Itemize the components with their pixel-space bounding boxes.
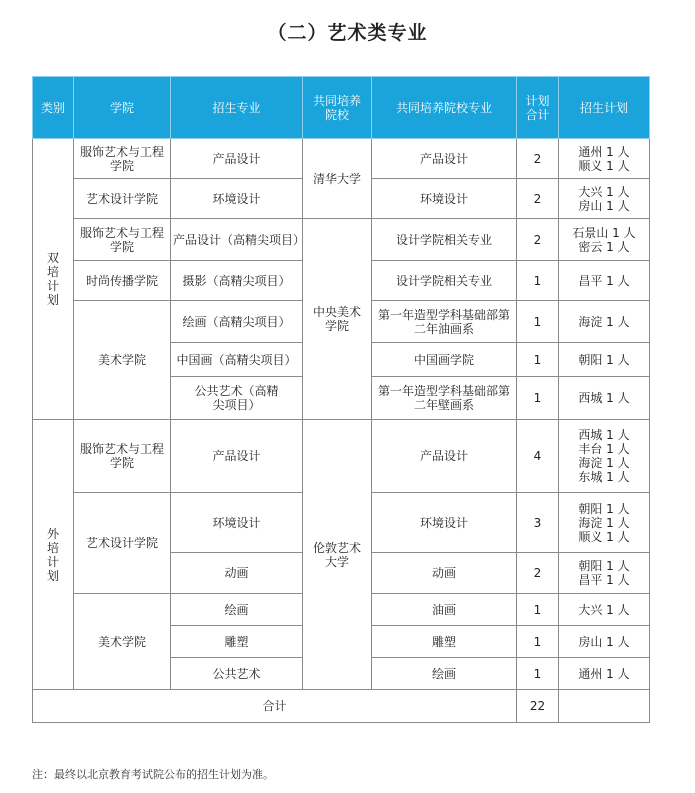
plan-cell — [559, 219, 650, 261]
total-cell: 1 — [517, 343, 559, 377]
partner-major-cell: 油画 — [372, 594, 517, 626]
category-shuangpei — [33, 139, 74, 420]
plan-line: 西城 1 人 — [578, 428, 630, 442]
major-cell: 摄影（高精尖项目） — [171, 261, 303, 301]
plan-line: 朝阳 1 人 — [578, 352, 630, 367]
plan-cell — [559, 594, 650, 626]
partner-tsinghua: 清华大学 — [303, 139, 372, 219]
major-cell: 环境设计 — [171, 493, 303, 553]
major-cell: 绘画 — [171, 594, 303, 626]
table-footer-row — [33, 690, 650, 723]
plan-cell — [559, 301, 650, 343]
total-cell: 1 — [517, 658, 559, 690]
table-header-row — [33, 77, 650, 139]
plan-cell — [559, 493, 650, 553]
partner-london-text: 伦敦艺术大学 — [312, 540, 361, 569]
total-cell: 1 — [517, 626, 559, 658]
total-cell: 4 — [517, 420, 559, 493]
plan-line: 海淀 1 人 — [578, 314, 630, 329]
plan-cell — [559, 179, 650, 219]
major-cell: 产品设计 — [171, 420, 303, 493]
plan-line: 朝阳 1 人 — [578, 501, 630, 516]
total-cell: 1 — [517, 377, 559, 420]
plan-cell — [559, 420, 650, 493]
plan-line: 通州 1 人 — [578, 144, 630, 159]
partner-london — [303, 420, 372, 690]
plan-line: 大兴 1 人 — [578, 184, 630, 199]
plan-line: 昌平 1 人 — [578, 573, 630, 587]
plan-line: 密云 1 人 — [578, 239, 630, 254]
header-category: 类别 — [33, 77, 74, 139]
major-cell: 产品设计（高精尖项目） — [171, 219, 303, 261]
enrollment-table — [32, 76, 650, 723]
plan-line: 大兴 1 人 — [578, 602, 630, 617]
plan-line: 朝阳 1 人 — [578, 559, 630, 573]
header-partner-major: 共同培养院校专业 — [372, 77, 517, 139]
college-cell: 服饰艺术与工程学院 — [74, 219, 171, 261]
footnote: 注：最终以北京教育考试院公布的招生计划为准。 — [32, 768, 274, 781]
partner-major-cell: 环境设计 — [372, 493, 517, 553]
plan-line: 西城 1 人 — [578, 391, 630, 405]
partner-major-cell: 动画 — [372, 553, 517, 594]
partner-major-cell: 第一年造型学科基础部第二年壁画系 — [372, 377, 517, 420]
plan-line: 通州 1 人 — [578, 666, 630, 681]
table-row — [33, 219, 650, 261]
partner-major-cell: 设计学院相关专业 — [372, 261, 517, 301]
total-cell: 2 — [517, 219, 559, 261]
partner-major-cell: 雕塑 — [372, 626, 517, 658]
college-cell: 美术学院 — [74, 594, 171, 690]
plan-cell — [559, 261, 650, 301]
college-cell: 时尚传播学院 — [74, 261, 171, 301]
major-cell: 中国画（高精尖项目） — [171, 343, 303, 377]
footer-empty-cell — [559, 690, 650, 723]
category-waipei-text: 外培计划 — [46, 526, 59, 583]
plan-line: 丰台 1 人 — [578, 442, 630, 456]
major-cell: 动画 — [171, 553, 303, 594]
plan-line: 房山 1 人 — [578, 198, 630, 213]
partner-major-cell: 产品设计 — [372, 420, 517, 493]
total-cell: 1 — [517, 594, 559, 626]
partner-cafa-text: 中央美术学院 — [312, 305, 361, 333]
partner-major-cell: 中国画学院 — [372, 343, 517, 377]
plan-line: 顺义 1 人 — [578, 529, 630, 544]
partner-major-cell: 环境设计 — [372, 179, 517, 219]
plan-line: 顺义 1 人 — [578, 158, 630, 173]
header-plan: 招生计划 — [559, 77, 650, 139]
grand-total: 22 — [517, 690, 559, 723]
major-cell: 产品设计 — [171, 139, 303, 179]
plan-cell — [559, 626, 650, 658]
plan-line: 石景山 1 人 — [572, 225, 636, 240]
partner-major-cell: 第一年造型学科基础部第二年油画系 — [372, 301, 517, 343]
college-cell: 美术学院 — [74, 301, 171, 420]
major-cell: 环境设计 — [171, 179, 303, 219]
total-cell: 2 — [517, 139, 559, 179]
total-cell: 3 — [517, 493, 559, 553]
college-cell: 艺术设计学院 — [74, 493, 171, 594]
plan-line: 海淀 1 人 — [578, 456, 630, 470]
plan-line: 房山 1 人 — [578, 634, 630, 649]
plan-cell — [559, 139, 650, 179]
plan-line: 东城 1 人 — [578, 470, 630, 484]
plan-line: 海淀 1 人 — [578, 515, 630, 530]
header-partner — [303, 77, 372, 139]
plan-cell — [559, 377, 650, 420]
major-cell: 雕塑 — [171, 626, 303, 658]
header-major: 招生专业 — [171, 77, 303, 139]
total-label: 合计 — [33, 690, 517, 723]
partner-major-cell: 产品设计 — [372, 139, 517, 179]
total-cell: 2 — [517, 553, 559, 594]
table-row — [33, 139, 650, 179]
college-cell: 服饰艺术与工程学院 — [74, 139, 171, 179]
category-waipei — [33, 420, 74, 690]
major-cell: 公共艺术 — [171, 658, 303, 690]
header-total-text: 计划合计 — [525, 93, 550, 122]
plan-cell — [559, 343, 650, 377]
major-cell — [171, 377, 303, 420]
plan-cell — [559, 553, 650, 594]
page-title: （二）艺术类专业 — [267, 22, 428, 44]
partner-cafa — [303, 219, 372, 420]
college-cell: 服饰艺术与工程学院 — [74, 420, 171, 493]
plan-line: 昌平 1 人 — [578, 273, 630, 288]
college-cell: 艺术设计学院 — [74, 179, 171, 219]
total-cell: 1 — [517, 301, 559, 343]
major-text: 公共艺术（高精尖项目） — [194, 384, 279, 412]
table-row — [33, 420, 650, 493]
header-total — [517, 77, 559, 139]
partner-major-cell: 设计学院相关专业 — [372, 219, 517, 261]
partner-major-cell: 绘画 — [372, 658, 517, 690]
total-cell: 1 — [517, 261, 559, 301]
total-cell: 2 — [517, 179, 559, 219]
category-shuangpei-text: 双培计划 — [46, 251, 59, 307]
header-partner-text: 共同培养院校 — [313, 93, 362, 122]
header-college: 学院 — [74, 77, 171, 139]
plan-cell — [559, 658, 650, 690]
major-cell: 绘画（高精尖项目） — [171, 301, 303, 343]
